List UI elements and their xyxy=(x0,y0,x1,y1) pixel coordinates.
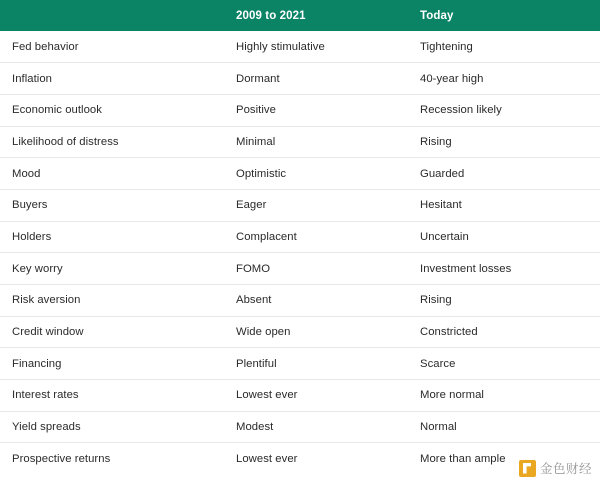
row-label: Risk aversion xyxy=(12,294,81,307)
table-header xyxy=(0,0,600,31)
row-value-today: Normal xyxy=(420,421,457,434)
row-label: Yield spreads xyxy=(12,421,81,434)
gold-finance-logo-icon xyxy=(519,460,536,477)
column-header-past-period: 2009 to 2021 xyxy=(236,9,306,22)
row-label: Interest rates xyxy=(12,389,79,402)
row-label: Fed behavior xyxy=(12,40,79,53)
table-row xyxy=(0,411,600,443)
table-row xyxy=(0,189,600,221)
row-value-past: Dormant xyxy=(236,72,280,85)
row-label: Holders xyxy=(12,230,52,243)
row-value-today: Tightening xyxy=(420,40,473,53)
row-label: Credit window xyxy=(12,326,84,339)
table-row xyxy=(0,31,600,63)
row-label: Buyers xyxy=(12,199,48,212)
table-body xyxy=(0,31,600,475)
table-row xyxy=(0,253,600,285)
table-row xyxy=(0,443,600,475)
table-row xyxy=(0,285,600,317)
table-row xyxy=(0,221,600,253)
row-value-today: More than ample xyxy=(420,453,506,466)
row-value-past: Lowest ever xyxy=(236,453,298,466)
row-label: Key worry xyxy=(12,262,63,275)
column-header-category xyxy=(0,0,224,31)
row-value-past: Lowest ever xyxy=(236,389,298,402)
row-value-past: Highly stimulative xyxy=(236,40,325,53)
table-row xyxy=(0,380,600,412)
row-label: Mood xyxy=(12,167,41,180)
row-label: Economic outlook xyxy=(12,104,102,117)
table-header-row xyxy=(0,0,600,31)
row-value-past: Positive xyxy=(236,104,276,117)
row-label: Prospective returns xyxy=(12,453,111,466)
row-value-today: Guarded xyxy=(420,167,465,180)
table-row xyxy=(0,126,600,158)
row-value-past: Eager xyxy=(236,199,267,212)
row-value-past: Complacent xyxy=(236,230,297,243)
row-value-past: Plentiful xyxy=(236,357,277,370)
row-value-past: Modest xyxy=(236,421,274,434)
table-row xyxy=(0,316,600,348)
row-label: Inflation xyxy=(12,72,53,85)
row-value-past: Wide open xyxy=(236,326,291,339)
row-value-past: FOMO xyxy=(236,262,271,275)
table-row xyxy=(0,94,600,126)
watermark xyxy=(519,459,592,477)
row-value-today: 40-year high xyxy=(420,72,484,85)
row-value-today: Uncertain xyxy=(420,230,469,243)
row-value-today: Recession likely xyxy=(420,104,502,117)
row-value-past: Minimal xyxy=(236,135,276,148)
row-value-today: More normal xyxy=(420,389,484,402)
row-value-past: Optimistic xyxy=(236,167,287,180)
table-row xyxy=(0,63,600,95)
row-value-today: Scarce xyxy=(420,357,456,370)
row-value-past: Absent xyxy=(236,294,272,307)
watermark-label: 金色财经 xyxy=(539,461,592,476)
row-value-today: Constricted xyxy=(420,326,478,339)
row-label: Likelihood of distress xyxy=(12,135,119,148)
row-value-today: Rising xyxy=(420,135,452,148)
table-row xyxy=(0,348,600,380)
row-value-today: Investment losses xyxy=(420,262,512,275)
row-label: Financing xyxy=(12,357,62,370)
table-row xyxy=(0,158,600,190)
column-header-today: Today xyxy=(420,9,454,22)
row-value-today: Rising xyxy=(420,294,452,307)
row-value-today: Hesitant xyxy=(420,199,462,212)
